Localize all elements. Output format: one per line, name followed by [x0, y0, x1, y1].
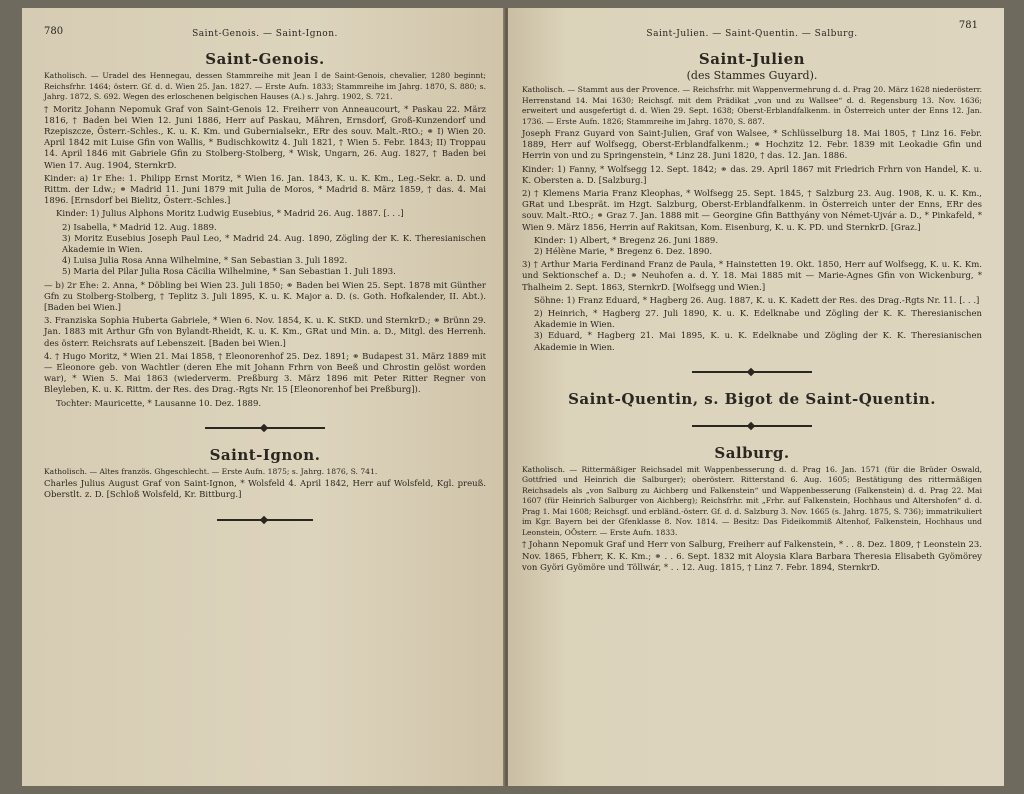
- genealogy-entry: 3. Franziska Sophia Huberta Gabriele, * Wien 6. Nov. 1854, K. u. K. StKD. und SternkrD.; ⚭ Brünn 29. Jan. 1883 mit Arthur Gfn von Bylandt-Rheidt, K. u. K. Km., GRat und Min. a. D., Mitgl. des Herrenh. des österr. Reichsrats auf Lebenszeit. [Baden bei Wien.]: [44, 316, 486, 349]
- genealogy-entry: Söhne: 1) Franz Eduard, * Hagberg 26. Aug. 1887, K. u. K. Kadett der Res. des Drag.-Rgts Nr. 11. [. . .]: [534, 295, 980, 306]
- genealogy-entry: 2) Hélène Marie, * Bregenz 6. Dez. 1890.: [534, 247, 713, 258]
- genealogy-entry: 3) Moritz Eusebius Joseph Paul Leo, * Madrid 24. Aug. 1890, Zögling der K. K. Theresianischen Akademie in Wien.: [62, 233, 486, 255]
- genealogy-entry: 4. † Hugo Moritz, * Wien 21. Mai 1858, † Eleonorenhof 25. Dez. 1891; ⚭ Budapest 31. März 1889 mit — Eleonore geb. von Wachtler (deren Ehe mit Johann Frhrn von Beeß und Chrostin gelöst worden war), * Wien 5. Mai 1863 (wiederverm. Preßburg 3. März 1896 mit Peter Ritter Regner von Bleyleben, K. u. K. Rittm. der Res. des Drag.-Rgts Nr. 15 [Eleonorenhof bei Preßburg]).: [44, 351, 486, 396]
- section-divider: [692, 368, 812, 376]
- left-running-head: [44, 26, 486, 44]
- genealogy-entry: Kinder: a) 1r Ehe: 1. Philipp Ernst Moritz, * Wien 16. Jan. 1843, K. u. K. Km., Leg.-Sekr. a. D. und Rittm. der Ldw.; ⚭ Madrid 11. Juni 1879 mit Julia de Moros, * Madrid 8. März 1859, † das. 4. Mai 1896. [Ernsdorf bei Bielitz, Österr.-Schles.]: [44, 173, 486, 207]
- section-intro-saint-genois: Katholisch. — Uradel des Hennegau, dessen Stammreihe mit Jean I de Saint-Genois, chevalier, 1280 beginnt; Reichsfrhr. 1464; österr. Gf. d. d. Wien 25. Jan. 1827. — Erste Aufn. 1833; Stammreihe im Jahrg. 1870, S. 880; s. Jahrg. 1872, S. 692. Wegen des erloschenen belgischen Hauses (A.) s. Jahrg. 1902, S. 721.: [44, 71, 486, 101]
- genealogy-entry: 2) † Klemens Maria Franz Kleophas, * Wolfsegg 25. Sept. 1845, † Salzburg 23. Aug. 1908, K. u. K. Km., GRat und Lbesprät. im Hzgt. Salzburg, Oberst-Erblandfalkenm. in Österreich unter der Enns, ERr des souv. Malt.-RtO.; ⚭ Graz 7. Jan. 1888 mit — Georgine Gfin Batthyány von Német-Ujvár a. D., * Pinkafeld, * Wien 9. März 1856, Herrin auf Rakitsan, Kom. Eisenburg, K. u. K. PD. und SternkrD. [Graz.]: [522, 189, 982, 233]
- genealogy-entry: 3) Eduard, * Hagberg 21. Mai 1895, K. u. K. Edelknabe und Zögling der K. K. Theresianischen Akademie in Wien.: [534, 331, 982, 353]
- genealogy-entry: 4) Luisa Julia Rosa Anna Wilhelmine, * San Sebastian 3. Juli 1892.: [62, 256, 348, 267]
- section-title-saint-ignon: Saint-Ignon.: [209, 445, 321, 464]
- genealogy-entry: † Moritz Johann Nepomuk Graf von Saint-Genois 12. Freiherr von Anneaucourt, * Paskau 22. März 1816, † Baden bei Wien 12. Juni 1886, Herr auf Paskau, Mähren, Ernsdorf, Groß-Kunzendorf und Rzepiszcze, Österr.-Schles., K. u. K. Km. und Gubernialsekr., ERr des souv. Malt.-RtO.; ⚭ I) Wien 20. April 1842 mit Luise Gfin von Wallis, * Budischkowitz 4. Juli 1821, † Wien 5. Febr. 1843; II) Troppau 14. April 1846 mit Gabriele Gfin zu Stolberg-Stolberg, * Wisk, Ungarn, 26. Aug. 1827, † Baden bei Wien 17. Aug. 1904, SternkrD.: [44, 104, 486, 171]
- right-page: [508, 8, 1004, 786]
- section-title-saint-julien: Saint-Julien: [698, 50, 806, 68]
- genealogy-entry: 2) Isabella, * Madrid 12. Aug. 1889.: [62, 222, 217, 233]
- page-number-left: 780: [44, 26, 64, 37]
- running-title-right: Saint-Julien. — Saint-Quentin. — Salburg.: [646, 29, 858, 39]
- genealogy-entry: — b) 2r Ehe: 2. Anna, * Döbling bei Wien 23. Juli 1850; ⚭ Baden bei Wien 25. Sept. 1878 mit Günther Gfn zu Stolberg-Stolberg, † Teplitz 3. Juli 1895, K. u. K. Major a. D. (s. Goth. Hofkalender, II. Abt.). [Baden bei Wien.]: [44, 280, 486, 313]
- page-number-right: 781: [958, 20, 978, 31]
- left-page: [22, 8, 506, 786]
- section-intro-saint-julien: Katholisch. — Stammt aus der Provence. — Reichsfrhr. mit Wappenvermehrung d. d. Prag 20. März 1628 niederösterr. Herrenstand 14. Mai 1630; Reichsgf. mit dem Prädikat „von und zu Wallsee“ d. d. Regensburg 13. Nov. 1636; erweitert und ausgefertigt d. d. Wien 29. Sept. 1638; Oberst-Erblandfalkenm. in Österreich unter der Enns 12. Jan. 1736. — Erste Aufn. 1826; Stammreihe im Jahrg. 1870, S. 887.: [522, 85, 982, 126]
- genealogy-entry: Kinder: 1) Albert, * Bregenz 26. Juni 1889.: [534, 235, 719, 246]
- section-title-saint-quentin: Saint-Quentin, s. Bigot de Saint-Quentin.: [568, 389, 936, 408]
- section-divider: [217, 516, 313, 524]
- genealogy-entry: Kinder: 1) Fanny, * Wolfsegg 12. Sept. 1842; ⚭ das. 29. April 1867 mit Friedrich Frhrn von Handel, K. u. K. Obersten a. D. [Salzburg.]: [522, 164, 982, 186]
- genealogy-entry: Kinder: 1) Julius Alphons Moritz Ludwig Eusebius, * Madrid 26. Aug. 1887. [. . .]: [56, 209, 404, 220]
- section-title-saint-genois: Saint-Genois.: [205, 50, 325, 68]
- genealogy-entry: † Johann Nepomuk Graf und Herr von Salburg, Freiherr auf Falkenstein, * . . 8. Dez. 1809, † Leonstein 23. Nov. 1865, Fbherr, K. K. Km.; ⚭ . . 6. Sept. 1832 mit Aloysia Klara Barbara Theresia Elisabeth Gyömörey von Györi Gyömöre und Töllwár, * . . 12. Aug. 1815, † Linz 7. Febr. 1894, SternkrD.: [522, 540, 982, 573]
- section-divider: [692, 422, 812, 430]
- genealogy-entry: 2) Heinrich, * Hagberg 27. Juli 1890, K. u. K. Edelknabe und Zögling der K. K. Theresianischen Akademie in Wien.: [534, 309, 982, 331]
- section-subtitle-saint-julien: (des Stammes Guyard).: [686, 69, 818, 82]
- section-divider: [205, 424, 325, 432]
- genealogy-entry: 5) Maria del Pilar Julia Rosa Cäcilia Wilhelmine, * San Sebastian 1. Juli 1893.: [62, 267, 396, 278]
- genealogy-entry: Joseph Franz Guyard von Saint-Julien, Graf von Walsee, * Schlüsselburg 18. Mai 1805, † Linz 16. Febr. 1889, Herr auf Wolfsegg, Oberst-Erblandfalkenm.; ⚭ Hochzitz 12. Febr. 1839 mit Leokadie Gfin und Herrin von und zu Springenstein, * Linz 28. Juni 1820, † das. 12. Jan. 1886.: [522, 129, 982, 162]
- section-intro-saint-ignon: Katholisch. — Altes französ. Ghgeschlecht. — Erste Aufn. 1875; s. Jahrg. 1876, S. 741.: [44, 466, 378, 476]
- genealogy-entry: Tochter: Mauricette, * Lausanne 10. Dez. 1889.: [56, 398, 262, 409]
- genealogy-entry: Charles Julius August Graf von Saint-Ignon, * Wolsfeld 4. April 1842, Herr auf Wolsfeld, Kgl. preuß. Oberstlt. z. D. [Schloß Wolsfeld, Kr. Bittburg.]: [44, 479, 486, 501]
- right-running-head: [522, 20, 982, 44]
- section-title-salburg: Salburg.: [714, 443, 790, 462]
- genealogy-entry: 3) † Arthur Maria Ferdinand Franz de Paula, * Hainstetten 19. Okt. 1850, Herr auf Wolfsegg, K. u. K. Km. und Sektionschef a. D.; ⚭ Neuhofen a. d. Y. 18. Mai 1885 mit — Marie-Agnes Gfin von Wickenburg, * Thalheim 2. Sept. 1863, SternkrD. [Wolfsegg und Wien.]: [522, 260, 982, 293]
- section-intro-salburg: Katholisch. — Rittermäßiger Reichsadel mit Wappenbesserung d. d. Prag 16. Jan. 1571 (für die Brüder Oswald, Gottfried und Heinrich die Salburger); oberösterr. Ritterstand 6. Aug. 1605; Bestätigung des rittermäßigen Reichsadels als „von Salburg zu Aichberg und Falkenstein“ und Wappenbesserung (Falkenstein) d. d. Prag 22. Mai 1607 (für Heinrich Salburger von Aichberg); Reichsfrhr. mit „Frhr. auf Falkenstein, Hochhaus und Altershofen“ d. d. Prag 1. Mai 1608; Reichsgf. und erbländ.-österr. Gf. d. d. Salzburg 3. Nov. 1665 (s. Jahrg. 1875, S. 736); immatrikuliert im Kgr. Bayern bei der Gfenklasse 8. Nov. 1814. — Besitz: Das Fideikommiß Altenhof, Falkenstein, Hochhaus und Leonstein, OÖsterr. — Erste Aufn. 1833.: [522, 464, 982, 537]
- running-title-left: Saint-Genois. — Saint-Ignon.: [192, 29, 338, 39]
